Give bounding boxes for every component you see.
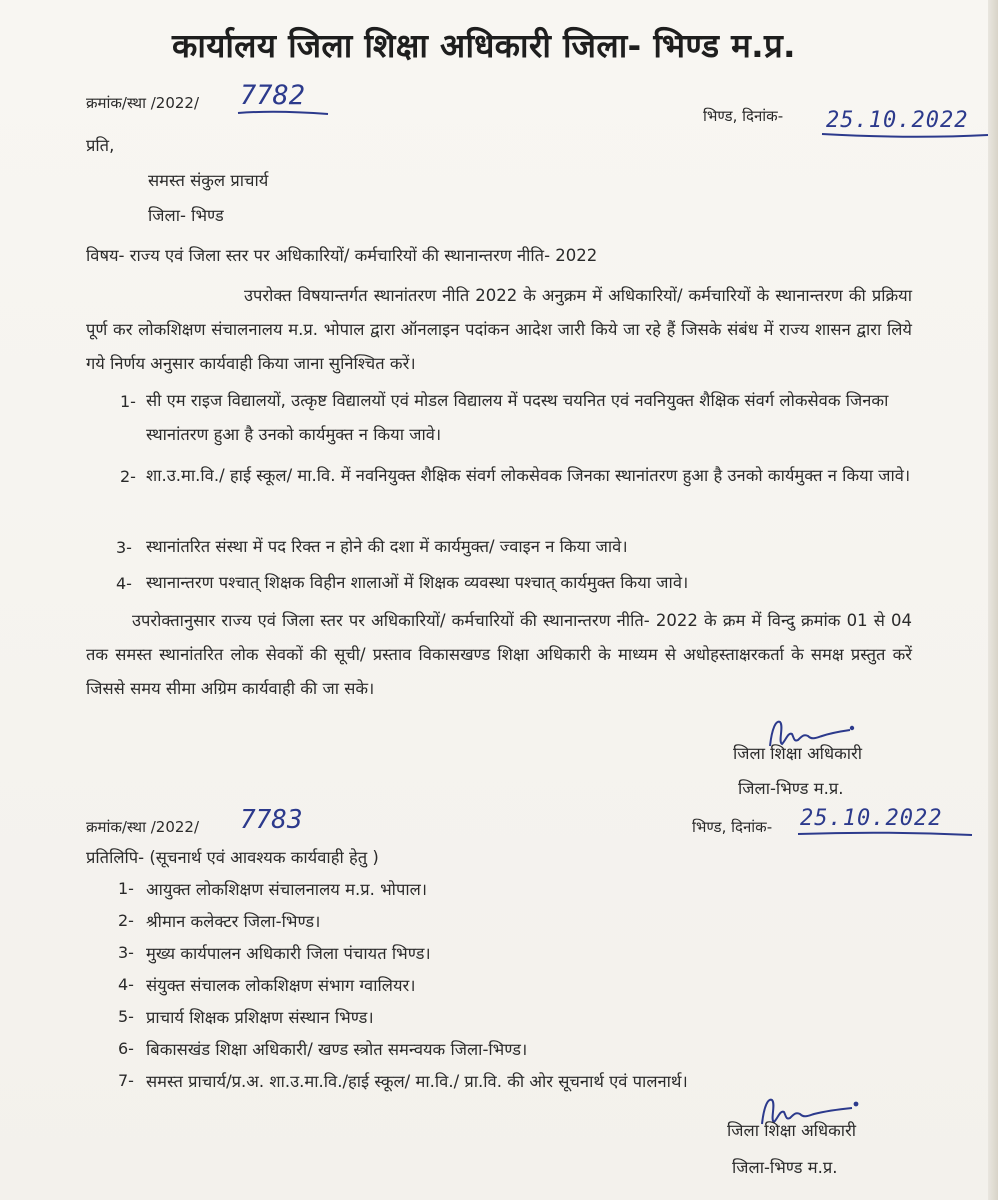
copy-heading: प्रतिलिपि- (सूचनार्थ एवं आवश्यक कार्यवाही हेतु ) xyxy=(86,848,379,867)
copy-recipient: बिकासखंड शिक्षा अधिकारी/ खण्ड स्त्रोत समन्वयक जिला-भिण्ड। xyxy=(146,1040,528,1059)
office-title: कार्यालय जिला शिक्षा अधिकारी जिला- भिण्ड म.प्र. xyxy=(172,26,796,65)
point-number: 1- xyxy=(120,392,136,411)
point-number: 4- xyxy=(116,574,132,593)
copy-recipient: समस्त प्राचार्य/प्र.अ. शा.उ.मा.वि./हाई स्कूल/ मा.वि./ प्रा.वि. की ओर सूचनार्थ एवं पालनार्थ। xyxy=(146,1072,688,1091)
reference-number-label: क्रमांक/स्था /2022/ xyxy=(86,94,200,112)
page-edge xyxy=(988,0,998,1200)
copy-recipient: मुख्य कार्यपालन अधिकारी जिला पंचायत भिण्ड। xyxy=(146,944,431,963)
point-number: 3- xyxy=(116,538,132,557)
date-label: भिण्ड, दिनांक- xyxy=(703,107,784,125)
copy-recipient: संयुक्त संचालक लोकशिक्षण संभाग ग्वालियर। xyxy=(146,976,416,995)
point-text: स्थानांतरित संस्था में पद रिक्त न होने की दशा में कार्यमुक्त/ ज्वाइन न किया जावे। xyxy=(146,537,628,556)
point-text: स्थानान्तरण पश्चात् शिक्षक विहीन शालाओं में शिक्षक व्यवस्था पश्चात् कार्यमुक्त किया जावे। xyxy=(146,573,689,592)
copy-number: 5- xyxy=(118,1007,134,1026)
recipient-line-2: जिला- भिण्ड xyxy=(148,206,224,225)
point-text: शा.उ.मा.वि./ हाई स्कूल/ मा.वि. में नवनियुक्त शैक्षिक संवर्ग लोकसेवक जिनका स्थानांतरण हुआ है उनको कार्यमुक्त न किया जावे। xyxy=(146,466,911,485)
date-underline xyxy=(796,829,976,839)
date-label: भिण्ड, दिनांक- xyxy=(692,818,773,836)
handwritten-date: 25.10.2022 xyxy=(800,806,943,831)
copy-number: 1- xyxy=(118,879,134,898)
copy-recipient: श्रीमान कलेक्टर जिला-भिण्ड। xyxy=(146,912,321,931)
recipient-line-1: समस्त संकुल प्राचार्य xyxy=(148,171,269,190)
copy-number: 4- xyxy=(118,975,134,994)
signatory-title: जिला शिक्षा अधिकारी xyxy=(733,744,863,763)
body-paragraph-1: उपरोक्त विषयान्तर्गत स्थानांतरण नीति 2022 के अनुक्रम में अधिकारियों/ कर्मचारियों के स्थानान्तरण की प्रक्रिया पूर्ण कर लोकशिक्षण संचालनालय म.प्र. भोपाल द्वारा ऑनलाइन पदांकन आदेश जारी किये जा रहे हैं जिसके संबंध में राज्य शासन द्वारा लिये गये निर्णय अनुसार कार्यवाही किया जाना सुनिश्चित करें। xyxy=(86,286,912,373)
handwritten-reference-number: 7782 xyxy=(240,80,306,111)
copy-number: 3- xyxy=(118,943,134,962)
body-paragraph-2: उपरोक्तानुसार राज्य एवं जिला स्तर पर अधिकारियों/ कर्मचारियों की स्थानान्तरण नीति- 2022 के क्रम में विन्दु क्रमांक 01 से 04 तक समस्त स्थानांतरित लोक सेवकों की सूची/ प्रस्ताव विकासखण्ड शिक्षा अधिकारी के माध्यम से अधोहस्ताक्षरकर्ता के समक्ष प्रस्तुत करें जिससे समय सीमा अग्रिम कार्यवाही की जा सके। xyxy=(86,611,912,698)
prati-label: प्रति, xyxy=(86,136,115,155)
handwritten-reference-number: 7783 xyxy=(240,805,303,835)
subject-line: विषय- राज्य एवं जिला स्तर पर अधिकारियों/ कर्मचारियों की स्थानान्तरण नीति- 2022 xyxy=(86,246,598,265)
reference-underline xyxy=(236,108,332,118)
reference-number-label: क्रमांक/स्था /2022/ xyxy=(86,818,200,836)
handwritten-date: 25.10.2022 xyxy=(826,108,969,133)
copy-recipient: आयुक्त लोकशिक्षण संचालनालय म.प्र. भोपाल। xyxy=(146,880,428,899)
copy-number: 7- xyxy=(118,1071,134,1090)
signatory-title: जिला शिक्षा अधिकारी xyxy=(727,1121,857,1140)
date-underline xyxy=(820,131,992,141)
point-number: 2- xyxy=(120,467,136,486)
copy-recipient: प्राचार्य शिक्षक प्रशिक्षण संस्थान भिण्ड। xyxy=(146,1008,374,1027)
copy-number: 2- xyxy=(118,911,134,930)
point-text: सी एम राइज विद्यालयों, उत्कृष्ट विद्यालयों एवं मोडल विद्यालय में पदस्थ चयनित एवं नवनियुक्त शैक्षिक संवर्ग लोकसेवक जिनका स्थानांतरण हुआ है उनको कार्यमुक्त न किया जावे। xyxy=(146,391,889,444)
signatory-place: जिला-भिण्ड म.प्र. xyxy=(738,779,844,798)
signatory-place: जिला-भिण्ड म.प्र. xyxy=(732,1158,838,1177)
copy-number: 6- xyxy=(118,1039,134,1058)
